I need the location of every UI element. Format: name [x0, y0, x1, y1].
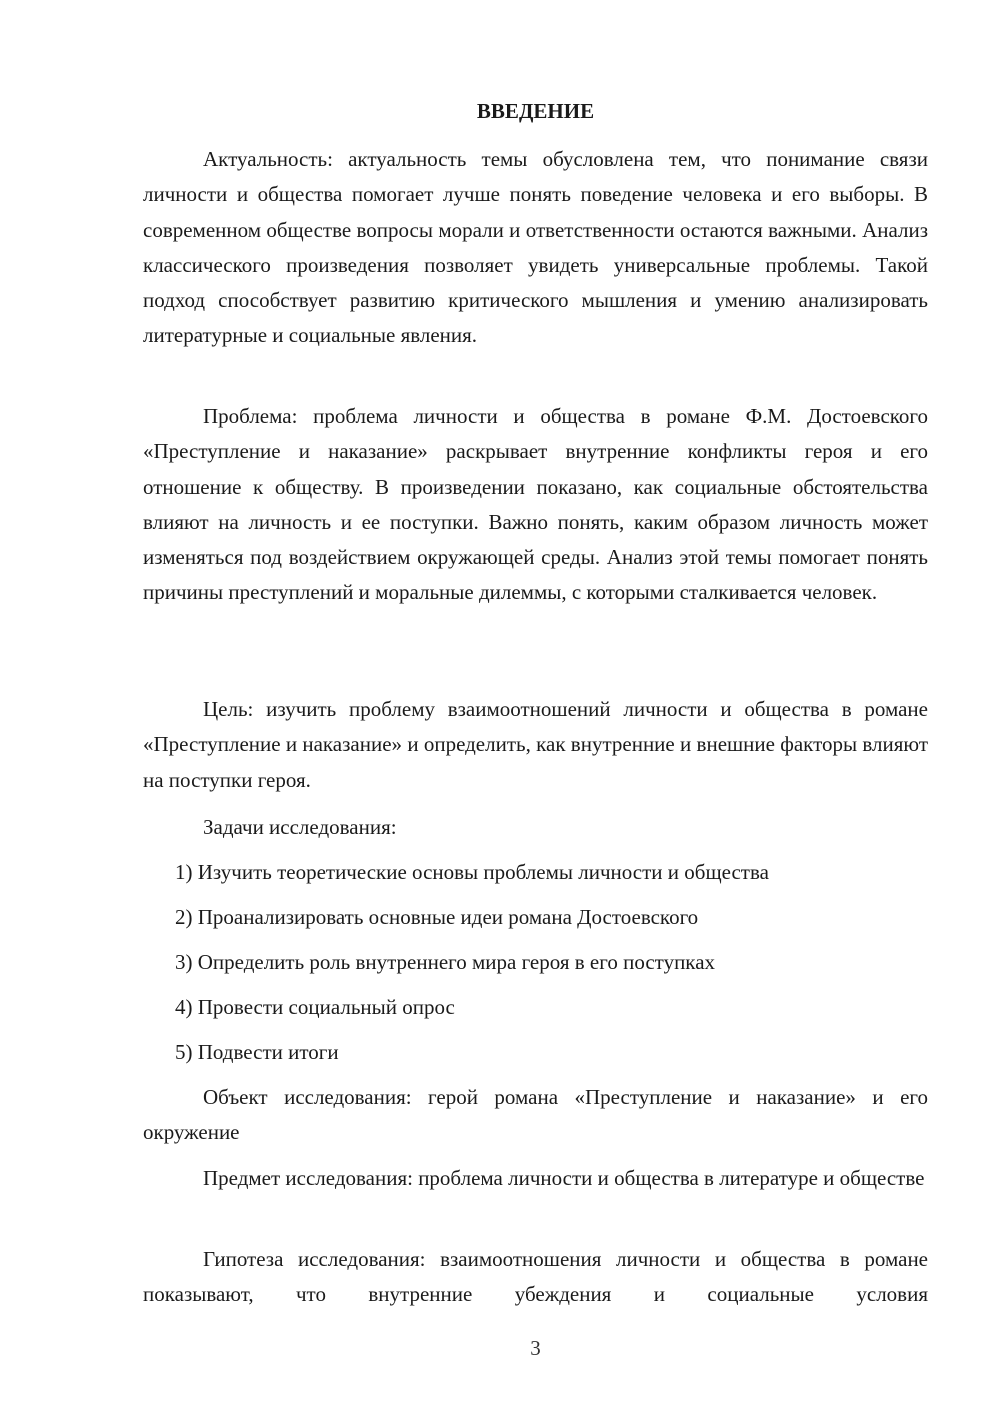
section-title: ВВЕДЕНИЕ	[476, 99, 595, 123]
hypothesis-paragraph: Гипотеза исследования: взаимоотношения личности и общества в романе показывают, что внутренние убеждения и социальные условия	[143, 1247, 928, 1307]
task-item-5: 5) Подвести итоги	[175, 1040, 339, 1064]
goal-paragraph: Цель: изучить проблему взаимоотношений личности и общества в романе «Преступление и наказание» и определить, как внутренние и внешние факторы влияют на поступки героя.	[143, 697, 928, 792]
subject-paragraph: Предмет исследования: проблема личности и общества в литературе и обществе	[203, 1166, 925, 1190]
page-number: 3	[530, 1336, 541, 1360]
problem-paragraph: Проблема: проблема личности и общества в романе Ф.М. Достоевского «Преступление и наказание» раскрывает внутренние конфликты героя и его отношение к обществу. В произведении показано, как социальные обстоятельства влияют на личность и ее поступки. Важно понять, каким образом личность может изменяться под воздействием окружающей среды. Анализ этой темы помогает понять причины преступлений и моральные дилеммы, с которыми сталкивается человек.	[143, 404, 928, 605]
task-item-2: 2) Проанализировать основные идеи романа Достоевского	[175, 905, 699, 929]
task-item-4: 4) Провести социальный опрос	[175, 995, 455, 1019]
relevance-paragraph: Актуальность: актуальность темы обусловлена тем, что понимание связи личности и общества помогает лучше понять поведение человека и его выборы. В современном обществе вопросы морали и ответственности остаются важными. Анализ классического произведения позволяет увидеть универсальные проблемы. Такой подход способствует развитию критического мышления и умению анализировать литературные и социальные явления.	[143, 147, 928, 348]
task-item-3: 3) Определить роль внутреннего мира героя в его поступках	[175, 950, 716, 974]
object-paragraph: Объект исследования: герой романа «Преступление и наказание» и его окружение	[143, 1085, 928, 1145]
task-item-1: 1) Изучить теоретические основы проблемы личности и общества	[175, 860, 769, 884]
tasks-heading: Задачи исследования:	[203, 815, 397, 839]
document-page	[143, 0, 928, 1414]
